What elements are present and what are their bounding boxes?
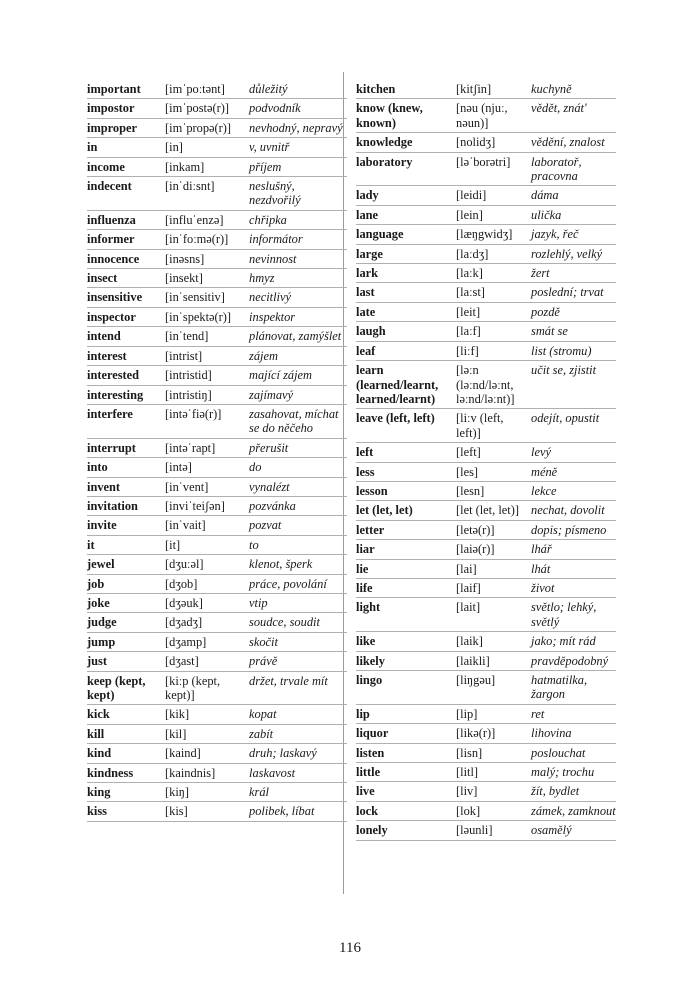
headword: into: [87, 460, 108, 475]
pronunciation: [laːst]: [456, 285, 485, 300]
translation: inspektor: [249, 309, 296, 324]
dictionary-entry: [356, 598, 616, 632]
translation: důležitý: [249, 82, 288, 96]
dictionary-entry: [87, 613, 347, 632]
headword: laboratory: [356, 154, 413, 169]
translation: nevinnost: [249, 251, 297, 266]
translation: život: [531, 580, 555, 595]
dictionary-entry: [87, 705, 347, 724]
dictionary-entry: [356, 409, 616, 443]
translation: zámek, zamknout: [531, 803, 616, 818]
pronunciation: [imˈpropə(r)]: [165, 120, 232, 135]
pronunciation: [imˈpostə(r)]: [165, 101, 229, 116]
pronunciation: [liv]: [456, 784, 478, 799]
pronunciation: [laikli]: [456, 653, 490, 668]
headword: life: [356, 580, 373, 595]
dictionary-entry: [87, 594, 347, 613]
headword: it: [87, 537, 95, 552]
translation: informátor: [249, 232, 303, 247]
dictionary-entry: [356, 186, 616, 205]
headword: lane: [356, 207, 379, 222]
translation: učit se, zjistit: [531, 363, 597, 378]
dictionary-entry: [87, 575, 347, 594]
dictionary-entry: [87, 672, 347, 706]
dictionary-entry: [356, 153, 616, 187]
translation: druh; laskavý: [249, 746, 317, 761]
dictionary-entry: [356, 463, 616, 482]
dictionary-entry: [356, 225, 616, 244]
dictionary-entry: [356, 99, 616, 133]
left-column: [87, 80, 347, 822]
pronunciation: [ləˈborətri]: [456, 154, 511, 169]
headword: knowledge: [356, 135, 413, 150]
headword: invitation: [87, 498, 138, 513]
pronunciation: [læŋgwidʒ]: [456, 227, 513, 242]
dictionary-entry: [87, 783, 347, 802]
headword: joke: [87, 595, 110, 610]
dictionary-entry: [87, 725, 347, 744]
headword: kiss: [87, 804, 107, 819]
dictionary-entry: [87, 80, 347, 99]
translation: list (stromu): [531, 343, 592, 358]
translation: osamělý: [531, 823, 572, 838]
headword: know (knew, known): [356, 101, 423, 130]
pronunciation: [litl]: [456, 765, 479, 780]
dictionary-entry: [356, 342, 616, 361]
pronunciation: [leidi]: [456, 188, 487, 203]
pronunciation: [liːv (left, left)]: [456, 411, 504, 440]
headword: language: [356, 227, 404, 242]
page-number: 116: [339, 940, 361, 956]
headword: important: [87, 82, 141, 96]
pronunciation: [intrist]: [165, 348, 203, 363]
headword: leave (left, left): [356, 411, 435, 426]
translation: méně: [531, 464, 558, 479]
headword: light: [356, 600, 381, 615]
headword: listen: [356, 745, 385, 760]
dictionary-entry: [356, 361, 616, 409]
translation: zabít: [249, 726, 274, 741]
headword: lip: [356, 706, 370, 721]
dictionary-entry: [356, 206, 616, 225]
pronunciation: [liːf]: [456, 343, 479, 358]
translation: lihovina: [531, 726, 572, 741]
headword: last: [356, 285, 375, 300]
pronunciation: [intə]: [165, 460, 192, 475]
translation: ret: [531, 706, 545, 721]
translation: dáma: [531, 188, 559, 203]
dictionary-entry: [356, 763, 616, 782]
headword: invent: [87, 479, 121, 494]
dictionary-entry: [87, 308, 347, 327]
dictionary-entry: [87, 744, 347, 763]
translation: neslušný, nezdvořilý: [249, 179, 301, 208]
dictionary-entry: [356, 540, 616, 559]
pronunciation: [left]: [456, 445, 481, 460]
dictionary-entry: [356, 283, 616, 302]
headword: improper: [87, 120, 138, 135]
pronunciation: [kaind]: [165, 746, 201, 761]
dictionary-entry: [87, 119, 347, 138]
pronunciation: [inviˈteiʃən]: [165, 498, 225, 513]
pronunciation: [letə(r)]: [456, 522, 495, 537]
pronunciation: [leit]: [456, 304, 481, 319]
pronunciation: [influˈenzə]: [165, 212, 224, 227]
headword: in: [87, 140, 98, 155]
translation: jako; mít rád: [531, 634, 596, 649]
pronunciation: [dʒamp]: [165, 634, 207, 649]
headword: live: [356, 784, 375, 799]
pronunciation: [nəu (njuː, nəun)]: [456, 101, 508, 130]
translation: malý; trochu: [531, 765, 595, 780]
headword: kill: [87, 726, 105, 741]
headword: kindness: [87, 765, 134, 780]
pronunciation: [liŋgəu]: [456, 673, 496, 687]
pronunciation: [dʒob]: [165, 576, 198, 591]
dictionary-entry: [87, 497, 347, 516]
translation: dopis; písmeno: [531, 522, 607, 537]
headword: leaf: [356, 343, 376, 358]
headword: lark: [356, 266, 379, 281]
pronunciation: [kaindnis]: [165, 765, 216, 780]
translation: lhát: [531, 561, 551, 576]
translation: vědět, znát': [531, 101, 587, 116]
pronunciation: [lai]: [456, 561, 477, 576]
dictionary-entry: [87, 366, 347, 385]
pronunciation: [inkam]: [165, 159, 205, 174]
headword: judge: [87, 615, 117, 630]
translation: soudce, soudit: [249, 615, 320, 630]
headword: informer: [87, 232, 135, 247]
headword: kitchen: [356, 82, 396, 96]
dictionary-entry: [356, 744, 616, 763]
headword: little: [356, 765, 381, 780]
dictionary-entry: [87, 211, 347, 230]
headword: jewel: [87, 557, 115, 572]
dictionary-entry: [87, 405, 347, 439]
dictionary-entry: [87, 555, 347, 574]
headword: interesting: [87, 387, 144, 402]
dictionary-entry: [356, 652, 616, 671]
translation: lekce: [531, 483, 557, 498]
headword: inspector: [87, 309, 136, 324]
pronunciation: [dʒuːəl]: [165, 557, 204, 572]
pronunciation: [lip]: [456, 706, 478, 721]
translation: lhář: [531, 542, 552, 557]
translation: smát se: [531, 324, 568, 339]
dictionary-entry: [87, 347, 347, 366]
headword: late: [356, 304, 376, 319]
headword: intend: [87, 329, 121, 344]
headword: let (let, let): [356, 503, 413, 518]
pronunciation: [kil]: [165, 726, 187, 741]
pronunciation: [let (let, let)]: [456, 503, 519, 518]
headword: interrupt: [87, 440, 136, 455]
translation: rozlehlý, velký: [531, 246, 603, 261]
translation: podvodník: [249, 101, 301, 116]
pronunciation: [ləːn (ləːnd/ləːnt, ləːnd/ləːnt)]: [456, 363, 515, 406]
translation: pozvat: [249, 518, 282, 533]
pronunciation: [likə(r)]: [456, 726, 496, 741]
dictionary-entry: [87, 652, 347, 671]
pronunciation: [ləunli]: [456, 823, 493, 838]
headword: lock: [356, 803, 379, 818]
headword: interfere: [87, 406, 133, 421]
pronunciation: [dʒast]: [165, 654, 199, 669]
pronunciation: [inˈdiːsnt]: [165, 179, 215, 194]
dictionary-entry: [356, 482, 616, 501]
dictionary-entry: [87, 633, 347, 652]
headword: liar: [356, 542, 375, 557]
translation: nechat, dovolit: [531, 503, 605, 518]
headword: jump: [87, 634, 116, 649]
dictionary-entry: [356, 802, 616, 821]
translation: žert: [531, 266, 550, 281]
dictionary-entry: [87, 230, 347, 249]
pronunciation: [lait]: [456, 600, 481, 615]
translation: žít, bydlet: [531, 784, 580, 799]
translation: zajímavý: [249, 387, 294, 402]
dictionary-entry: [87, 802, 347, 821]
pronunciation: [inˈspektə(r)]: [165, 309, 232, 324]
dictionary-entry: [356, 782, 616, 801]
translation: skočit: [249, 634, 278, 649]
translation: to: [249, 537, 259, 552]
headword: income: [87, 159, 125, 174]
pronunciation: [inˈvent]: [165, 479, 209, 494]
translation: zasahovat, míchat se do něčeho: [249, 406, 339, 436]
translation: laboratoř, pracovna: [531, 154, 582, 184]
translation: vědění, znalost: [531, 135, 605, 150]
dictionary-entry: [356, 133, 616, 152]
translation: držet, trvale mít: [249, 673, 328, 688]
dictionary-entry: [87, 250, 347, 269]
dictionary-entry: [87, 288, 347, 307]
right-column: [356, 80, 616, 841]
translation: do: [249, 460, 262, 475]
headword: impostor: [87, 101, 135, 116]
translation: práce, povolání: [249, 576, 327, 591]
pronunciation: [insekt]: [165, 271, 203, 286]
headword: lie: [356, 561, 369, 576]
translation: příjem: [249, 159, 282, 174]
pronunciation: [intristiŋ]: [165, 387, 212, 402]
headword: laugh: [356, 324, 386, 339]
translation: chřipka: [249, 212, 287, 227]
dictionary-entry: [87, 458, 347, 477]
dictionary-entry: [356, 264, 616, 283]
dictionary-entry: [356, 303, 616, 322]
headword: lonely: [356, 823, 388, 838]
translation: nevhodný, nepravý: [249, 120, 343, 135]
dictionary-entry: [356, 443, 616, 462]
headword: influenza: [87, 212, 136, 227]
headword: innocence: [87, 251, 140, 266]
translation: vtip: [249, 595, 268, 610]
headword: less: [356, 464, 375, 479]
translation: levý: [531, 445, 551, 460]
pronunciation: [kitʃin]: [456, 82, 492, 96]
headword: likely: [356, 653, 385, 668]
translation: kuchyně: [531, 82, 572, 96]
pronunciation: [kiŋ]: [165, 785, 190, 800]
headword: interest: [87, 348, 127, 363]
dictionary-entry: [356, 579, 616, 598]
dictionary-entry: [87, 386, 347, 405]
dictionary-entry: [356, 632, 616, 651]
pronunciation: [laif]: [456, 580, 481, 595]
pronunciation: [inˈsensitiv]: [165, 290, 225, 305]
headword: liquor: [356, 726, 389, 741]
translation: kopat: [249, 707, 277, 722]
dictionary-entry: [356, 521, 616, 540]
pronunciation: [kik]: [165, 707, 190, 722]
pronunciation: [dʒadʒ]: [165, 615, 203, 630]
headword: interested: [87, 368, 140, 383]
headword: left: [356, 445, 374, 460]
pronunciation: [lein]: [456, 207, 483, 222]
dictionary-entry: [356, 560, 616, 579]
translation: hatmatilka, žargon: [531, 673, 588, 702]
pronunciation: [intəˈrapt]: [165, 440, 216, 455]
dictionary-entry: [87, 536, 347, 555]
dictionary-entry: [356, 245, 616, 264]
headword: lesson: [356, 483, 388, 498]
pronunciation: [laːk]: [456, 266, 483, 281]
dictionary-entry: [356, 501, 616, 520]
headword: indecent: [87, 179, 132, 194]
dictionary-entry: [87, 478, 347, 497]
pronunciation: [inˈtend]: [165, 329, 209, 344]
dictionary-entry: [87, 138, 347, 157]
translation: odejít, opustit: [531, 411, 600, 426]
pronunciation: [lesn]: [456, 483, 485, 498]
translation: král: [249, 785, 269, 800]
pronunciation: [imˈpoːtənt]: [165, 82, 225, 96]
dictionary-entry: [356, 322, 616, 341]
translation: v, uvnitř: [249, 140, 290, 155]
pronunciation: [laik]: [456, 634, 483, 649]
headword: insect: [87, 271, 118, 286]
headword: keep (kept, kept): [87, 673, 146, 702]
dictionary-entry: [87, 516, 347, 535]
headword: lady: [356, 188, 379, 203]
pronunciation: [nolidʒ]: [456, 135, 496, 150]
translation: jazyk, řeč: [531, 227, 579, 242]
headword: kick: [87, 707, 110, 722]
headword: insensitive: [87, 290, 143, 305]
translation: vynalézt: [249, 479, 290, 494]
dictionary-entry: [87, 177, 347, 211]
dictionary-entry: [356, 821, 616, 840]
headword: like: [356, 634, 376, 649]
pronunciation: [in]: [165, 140, 183, 155]
headword: kind: [87, 746, 112, 761]
translation: pozvánka: [249, 498, 296, 513]
translation: přerušit: [249, 440, 289, 455]
pronunciation: [intristid]: [165, 368, 212, 383]
pronunciation: [inəsns]: [165, 251, 205, 266]
translation: laskavost: [249, 765, 296, 780]
dictionary-entry: [356, 705, 616, 724]
translation: pravděpodobný: [531, 653, 609, 668]
pronunciation: [les]: [456, 464, 479, 479]
translation: necitlivý: [249, 290, 291, 305]
pronunciation: [lok]: [456, 803, 481, 818]
headword: lingo: [356, 673, 383, 687]
dictionary-entry: [87, 764, 347, 783]
pronunciation: [laiə(r)]: [456, 542, 495, 557]
pronunciation: [intəˈfiə(r)]: [165, 406, 222, 421]
headword: just: [87, 654, 107, 669]
pronunciation: [kiːp (kept, kept)]: [165, 673, 221, 702]
headword: job: [87, 576, 105, 591]
translation: zájem: [249, 348, 278, 363]
pronunciation: [it]: [165, 537, 181, 552]
pronunciation: [kis]: [165, 804, 188, 819]
pronunciation: [laːdʒ]: [456, 246, 489, 261]
dictionary-entry: [87, 327, 347, 346]
translation: ulička: [531, 207, 562, 222]
headword: large: [356, 246, 383, 261]
pronunciation: [inˈvait]: [165, 518, 206, 533]
headword: learn (learned/learnt, learned/learnt): [356, 363, 439, 406]
translation: hmyz: [249, 271, 275, 286]
headword: letter: [356, 522, 385, 537]
headword: invite: [87, 518, 117, 533]
pronunciation: [dʒəuk]: [165, 595, 203, 610]
dictionary-entry: [87, 99, 347, 118]
headword: king: [87, 785, 111, 800]
translation: klenot, šperk: [249, 557, 313, 572]
translation: světlo; lehký, světlý: [531, 600, 597, 629]
pronunciation: [inˈfoːmə(r)]: [165, 232, 229, 247]
pronunciation: [lisn]: [456, 745, 483, 760]
dictionary-entry: [87, 439, 347, 458]
dictionary-entry: [356, 671, 616, 705]
translation: pozdě: [531, 304, 560, 319]
dictionary-entry: [87, 158, 347, 177]
dictionary-entry: [356, 80, 616, 99]
translation: polibek, líbat: [249, 804, 315, 819]
pronunciation: [laːf]: [456, 324, 481, 339]
dictionary-entry: [356, 724, 616, 743]
translation: plánovat, zamýšlet: [249, 329, 342, 344]
translation: poslední; trvat: [531, 285, 604, 300]
translation: poslouchat: [531, 745, 586, 760]
dictionary-entry: [87, 269, 347, 288]
translation: právě: [249, 654, 278, 669]
translation: mající zájem: [249, 368, 312, 383]
